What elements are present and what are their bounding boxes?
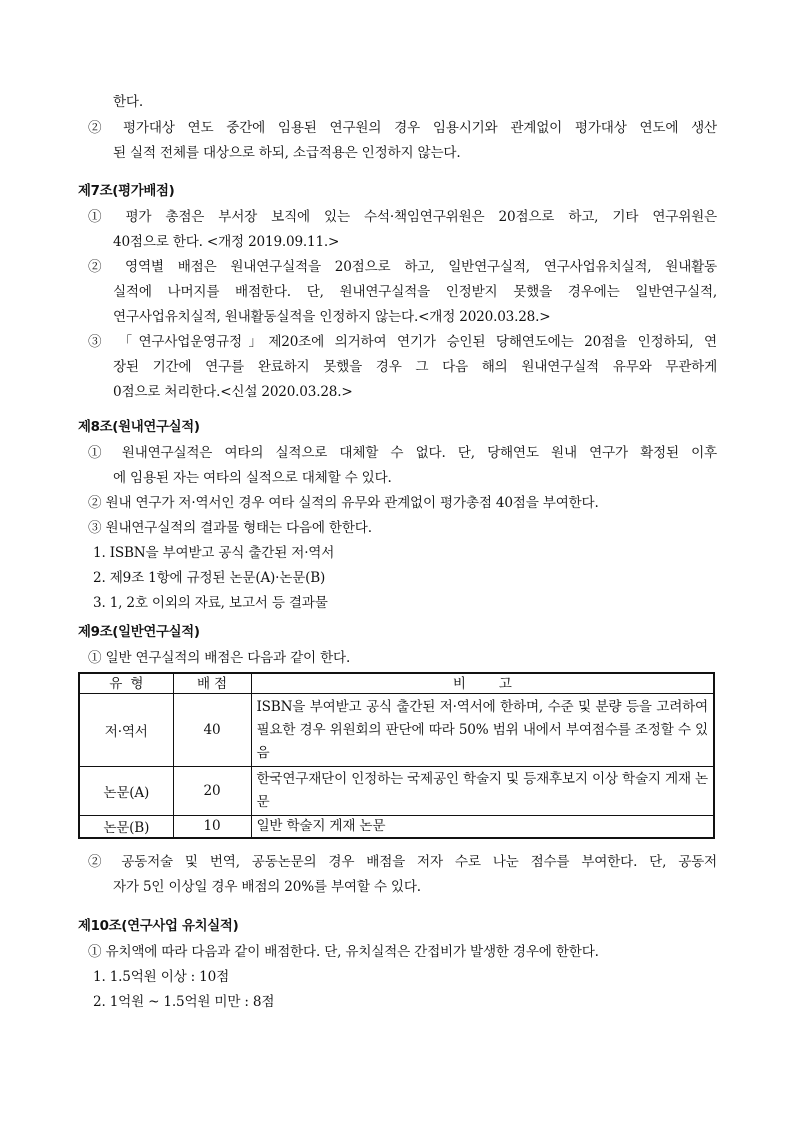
- text-line: ② 원내 연구가 저·역서인 경우 여타 실적의 유무와 관계없이 평가총점 40점을 부여한다.: [88, 495, 599, 511]
- table-header-row: [79, 673, 714, 694]
- article-10-heading: 제10조(연구사업 유치실적): [78, 919, 239, 934]
- article-7-heading: 제7조(평가배점): [78, 184, 175, 199]
- table-cell: 일반 학술지 게재 논문: [251, 816, 714, 838]
- text-line: 장된 기간에 연구를 완료하지 못했을 경우 그 다음 해의 원내연구실적 유무와 무관하게: [113, 359, 717, 375]
- text-line: ③ 원내연구실적의 결과물 형태는 다음에 한한다.: [88, 520, 372, 536]
- list-item: 3. 1, 2호 이외의 자료, 보고서 등 결과물: [93, 595, 328, 611]
- text-line: 40점으로 한다. <개정 2019.09.11.>: [113, 234, 340, 250]
- table-cell: 20: [173, 767, 251, 816]
- score-table: [78, 672, 715, 839]
- list-item: 1. 1.5억원 이상 : 10점: [93, 969, 230, 985]
- text-line: 한다.: [113, 94, 143, 110]
- table-cell: 10: [173, 816, 251, 838]
- table-row: [79, 816, 714, 838]
- column-header: 비 고: [251, 673, 714, 694]
- column-header: 유 형: [79, 673, 173, 694]
- table-cell: 논문(A): [79, 767, 173, 816]
- text-line: ③ 「연구사업운영규정」제20조에 의거하여 연기가 승인된 당해연도에는 20점을 인정하되, 연: [88, 334, 717, 350]
- table-cell: 40: [173, 694, 251, 767]
- text-line: ② 공동저술 및 번역, 공동논문의 경우 배점을 저자 수로 나눈 점수를 부여한다. 단, 공동저: [88, 854, 717, 870]
- text-line: 에 임용된 자는 여타의 실적으로 대체할 수 있다.: [113, 470, 392, 486]
- table-cell: ISBN을 부여받고 공식 출간된 저·역서에 한하며, 수준 및 분량 등을 고려하여 필요한 경우 위원회의 판단에 따라 50% 범위 내에서 부여점수를 조정할 수 있음: [251, 694, 714, 767]
- table-cell: 한국연구재단이 인정하는 국제공인 학술지 및 등재후보지 이상 학술지 게재 논문: [251, 767, 714, 816]
- text-line: 연구사업유치실적, 원내활동실적을 인정하지 않는다.<개정 2020.03.28.>: [113, 309, 551, 325]
- article-9-heading: 제9조(일반연구실적): [78, 625, 200, 640]
- text-line: ① 일반 연구실적의 배점은 다음과 같이 한다.: [88, 650, 351, 666]
- table-row: [79, 694, 714, 767]
- text-line: 자가 5인 이상일 경우 배점의 20%를 부여할 수 있다.: [113, 879, 421, 895]
- text-line: 0점으로 처리한다.<신설 2020.03.28.>: [113, 384, 353, 400]
- text-line: 실적에 나머지를 배점한다. 단, 원내연구실적을 인정받지 못했을 경우에는 일반연구실적,: [113, 284, 717, 300]
- text-line: ② 평가대상 연도 중간에 임용된 연구원의 경우 임용시기와 관계없이 평가대상 연도에 생산: [88, 120, 717, 136]
- text-line: ① 유치액에 따라 다음과 같이 배점한다. 단, 유치실적은 간접비가 발생한 경우에 한한다.: [88, 944, 599, 960]
- list-item: 1. ISBN을 부여받고 공식 출간된 저·역서: [93, 545, 335, 561]
- article-8-heading: 제8조(원내연구실적): [78, 420, 200, 435]
- table-cell: 저·역서: [79, 694, 173, 767]
- text-line: ① 원내연구실적은 여타의 실적으로 대체할 수 없다. 단, 당해연도 원내 연구가 확정된 이후: [88, 445, 717, 461]
- table-cell: 논문(B): [79, 816, 173, 838]
- text-line: 된 실적 전체를 대상으로 하되, 소급적용은 인정하지 않는다.: [113, 145, 461, 161]
- text-line: ② 영역별 배점은 원내연구실적을 20점으로 하고, 일반연구실적, 연구사업유치실적, 원내활동: [88, 259, 717, 275]
- column-header: 배 점: [173, 673, 251, 694]
- text-line: ① 평가 총점은 부서장 보직에 있는 수석·책임연구위원은 20점으로 하고, 기타 연구위원은: [88, 209, 717, 225]
- list-item: 2. 1억원 ~ 1.5억원 미만 : 8점: [93, 994, 275, 1010]
- table-row: [79, 767, 714, 816]
- list-item: 2. 제9조 1항에 규정된 논문(A)·논문(B): [93, 570, 326, 586]
